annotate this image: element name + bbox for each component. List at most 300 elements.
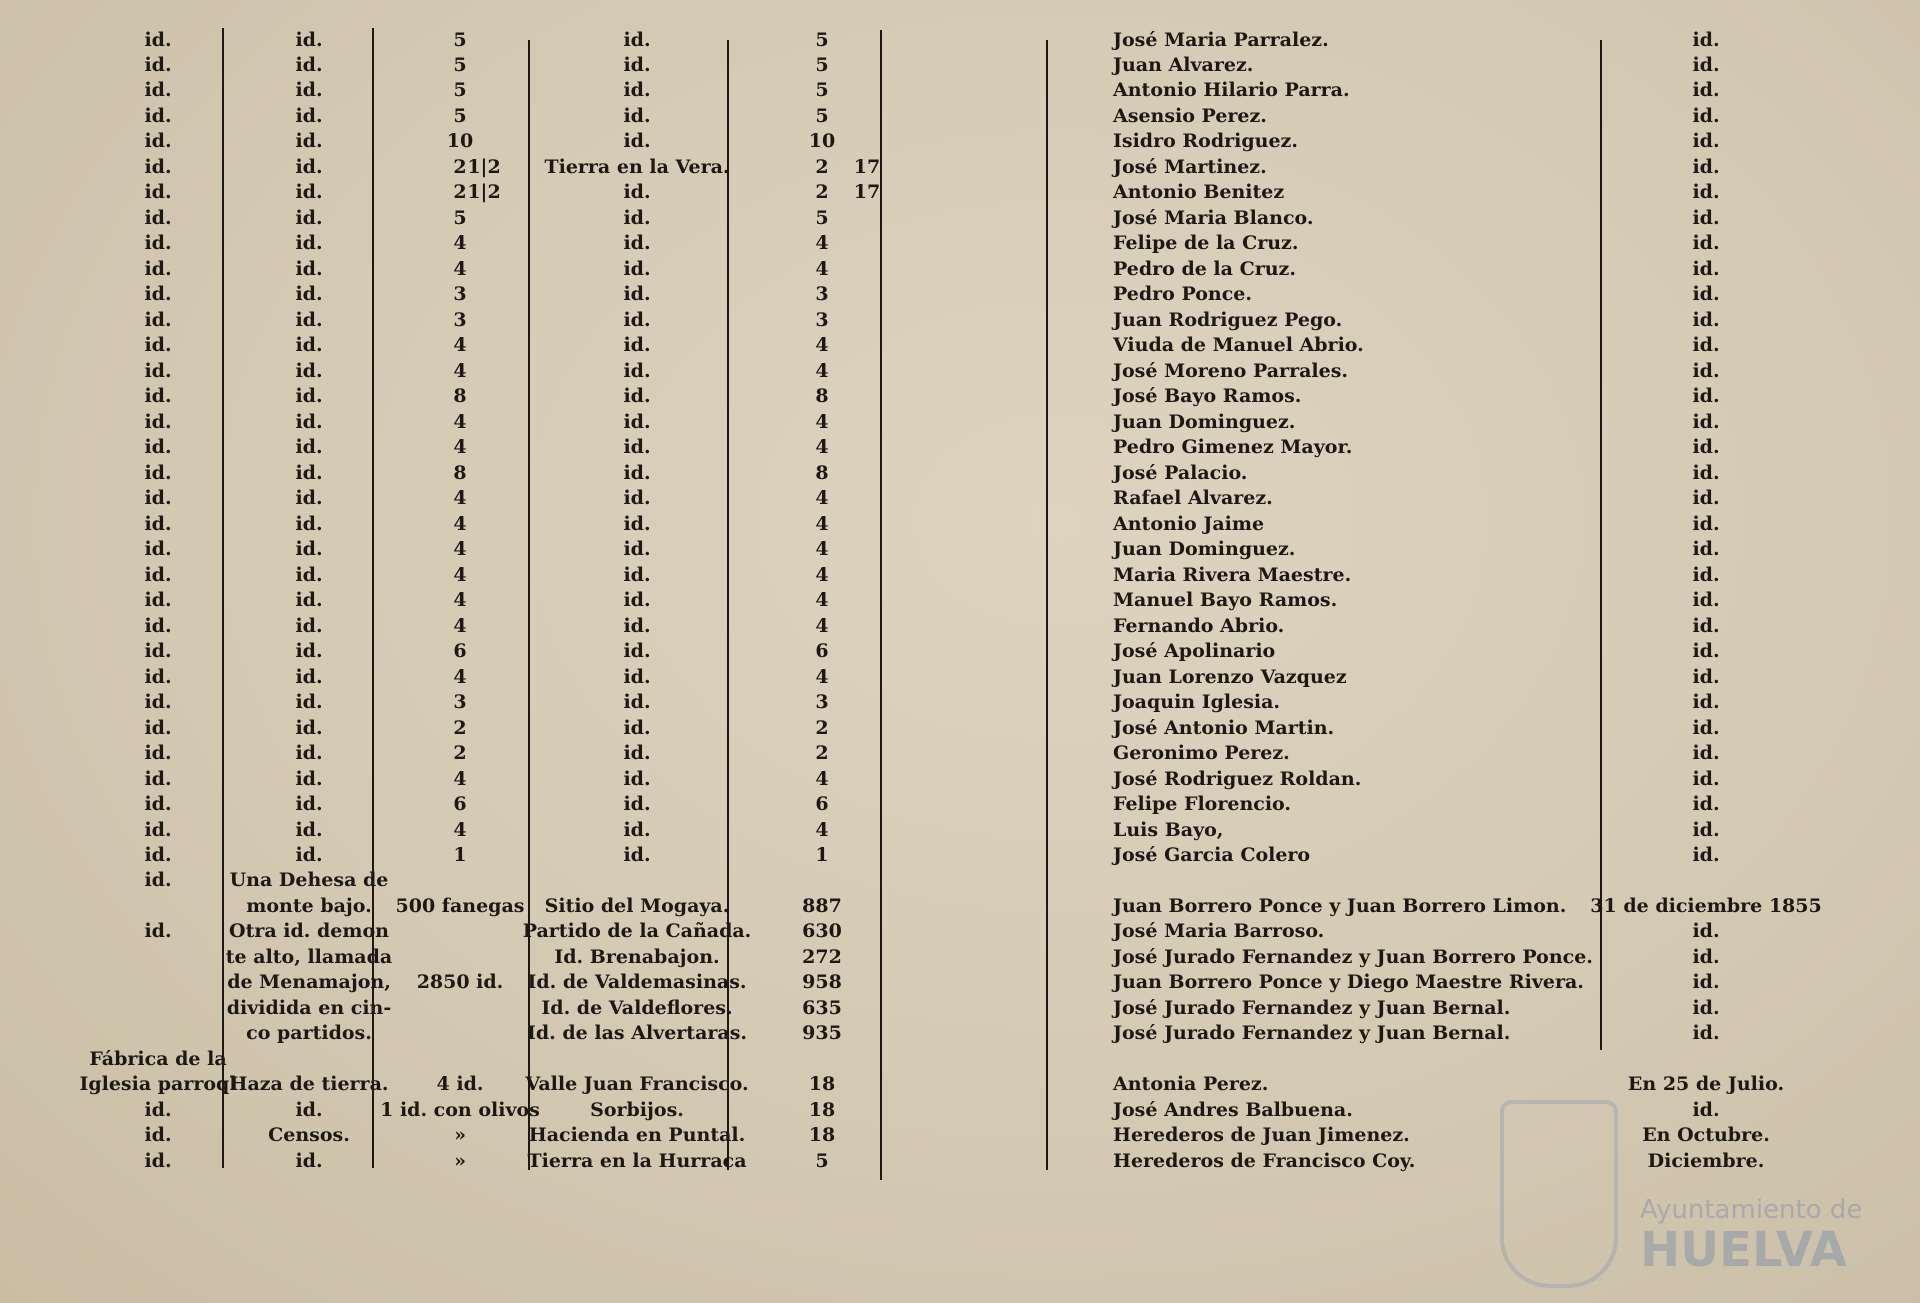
col-type: id. <box>295 360 323 382</box>
col-due: 31 de diciembre 1855 <box>1590 895 1822 917</box>
col-type: id. <box>295 130 323 152</box>
col-type: id. <box>295 79 323 101</box>
col-type: id. <box>295 207 323 229</box>
col-amount: 4 <box>815 360 829 382</box>
col-tenant: José Jurado Fernandez y Juan Borrero Ponce. <box>1113 946 1593 968</box>
col-amount: 18 <box>808 1124 836 1146</box>
col-tenant: José Bayo Ramos. <box>1113 385 1302 407</box>
col-tenant: José Maria Parralez. <box>1113 29 1329 51</box>
col-tenant: José Apolinario <box>1113 640 1276 662</box>
col-type: id. <box>295 436 323 458</box>
col-type: id. <box>295 232 323 254</box>
col-tenant: José Garcia Colero <box>1113 844 1311 866</box>
col-amount: 4 <box>815 564 829 586</box>
col-amount: 8 <box>815 462 829 484</box>
table-row <box>0 1149 1920 1174</box>
col-size: 4 <box>453 411 467 433</box>
col-parish: id. <box>144 156 172 178</box>
col-location: id. <box>623 79 651 101</box>
col-tenant: Juan Lorenzo Vazquez <box>1113 666 1347 688</box>
watermark-line2: HUELVA <box>1640 1222 1847 1278</box>
table-row <box>0 818 1920 843</box>
col-amount: 4 <box>815 819 829 841</box>
col-due: id. <box>1692 1022 1720 1044</box>
col-type: Otra id. demon <box>229 920 389 942</box>
col-due: id. <box>1692 691 1720 713</box>
col-tenant: Felipe de la Cruz. <box>1113 232 1299 254</box>
col-amount: 4 <box>815 513 829 535</box>
col-location: Tierra en la Vera. <box>544 156 730 178</box>
col-location: Tierra en la Hurraca <box>527 1150 747 1172</box>
col-location: id. <box>623 258 651 280</box>
col-tenant: Antonio Hilario Parra. <box>1113 79 1350 101</box>
col-tenant: Antonio Jaime <box>1113 513 1265 535</box>
col-parish: id. <box>144 462 172 484</box>
col-type: id. <box>295 29 323 51</box>
col-tenant: Juan Dominguez. <box>1113 538 1296 560</box>
table-row <box>0 206 1920 231</box>
col-due: id. <box>1692 105 1720 127</box>
table-row <box>0 155 1920 180</box>
col-location: id. <box>623 385 651 407</box>
col-tenant: José Palacio. <box>1113 462 1248 484</box>
col-parish: id. <box>144 691 172 713</box>
col-type: id. <box>295 666 323 688</box>
col-parish: id. <box>144 207 172 229</box>
col-location: id. <box>623 54 651 76</box>
col-due: id. <box>1692 360 1720 382</box>
col-location: id. <box>623 513 651 535</box>
col-size: 4 <box>453 768 467 790</box>
col-amount: 10 <box>808 130 836 152</box>
col-tenant: Pedro de la Cruz. <box>1113 258 1296 280</box>
col-size: 4 <box>453 258 467 280</box>
col-amount: 887 <box>802 895 842 917</box>
col-location: id. <box>623 564 651 586</box>
col-parish: id. <box>144 615 172 637</box>
col-type: co partidos. <box>246 1022 372 1044</box>
col-parish: id. <box>144 54 172 76</box>
col-location: Sitio del Mogaya. <box>544 895 730 917</box>
col-type: id. <box>295 717 323 739</box>
table-row <box>0 486 1920 511</box>
col-size: 4 <box>453 615 467 637</box>
col-due: id. <box>1692 462 1720 484</box>
col-type: id. <box>295 334 323 356</box>
table-row <box>0 537 1920 562</box>
col-tenant: Fernando Abrio. <box>1113 615 1285 637</box>
col-amount: 635 <box>802 997 842 1019</box>
col-tenant: Manuel Bayo Ramos. <box>1113 589 1338 611</box>
col-cents: 17 <box>853 181 881 203</box>
col-amount: 18 <box>808 1099 836 1121</box>
col-tenant: Antonia Perez. <box>1113 1073 1269 1095</box>
col-location: id. <box>623 207 651 229</box>
col-tenant: Maria Rivera Maestre. <box>1113 564 1352 586</box>
table-row <box>0 333 1920 358</box>
col-due: id. <box>1692 819 1720 841</box>
table-row <box>0 1047 1920 1072</box>
col-parish: id. <box>144 640 172 662</box>
col-tenant: Herederos de Francisco Coy. <box>1113 1150 1416 1172</box>
col-size: 4 <box>453 436 467 458</box>
col-due: id. <box>1692 283 1720 305</box>
col-type: te alto, llamada <box>225 946 393 968</box>
col-size: 3 <box>453 309 467 331</box>
col-amount: 3 <box>815 283 829 305</box>
col-location: id. <box>623 589 651 611</box>
col-size: 500 fanegas <box>395 895 525 917</box>
table-row <box>0 53 1920 78</box>
col-due: id. <box>1692 181 1720 203</box>
col-amount: 4 <box>815 615 829 637</box>
col-amount: 5 <box>815 207 829 229</box>
col-size: 5 <box>453 207 467 229</box>
col-tenant: Juan Borrero Ponce y Juan Borrero Limon. <box>1113 895 1567 917</box>
col-amount: 4 <box>815 666 829 688</box>
col-location: Partido de la Cañada. <box>522 920 752 942</box>
col-amount: 4 <box>815 768 829 790</box>
table-row <box>0 231 1920 256</box>
col-parish: id. <box>144 436 172 458</box>
coat-of-arms-watermark <box>1500 1100 1618 1288</box>
col-type: id. <box>295 156 323 178</box>
table-row <box>0 104 1920 129</box>
table-row <box>0 690 1920 715</box>
col-due: id. <box>1692 156 1720 178</box>
col-size: 4 <box>453 360 467 382</box>
col-parish: id. <box>144 411 172 433</box>
col-amount: 935 <box>802 1022 842 1044</box>
col-type: id. <box>295 258 323 280</box>
table-row <box>0 1098 1920 1123</box>
col-size: 6 <box>453 640 467 662</box>
table-row <box>0 639 1920 664</box>
watermark-line1: Ayuntamiento de <box>1640 1195 1863 1225</box>
col-location: Id. de Valdemasinas. <box>527 971 747 993</box>
col-type: id. <box>295 768 323 790</box>
col-type: id. <box>295 105 323 127</box>
col-amount: 5 <box>815 79 829 101</box>
col-amount: 6 <box>815 640 829 662</box>
col-fraction: 1|2 <box>467 156 501 178</box>
col-type: id. <box>295 691 323 713</box>
col-amount: 2 <box>815 717 829 739</box>
col-amount: 6 <box>815 793 829 815</box>
col-location: Id. de las Alvertaras. <box>526 1022 748 1044</box>
table-row <box>0 767 1920 792</box>
col-amount: 4 <box>815 589 829 611</box>
col-parish: id. <box>144 666 172 688</box>
col-parish: id. <box>144 360 172 382</box>
col-size: » <box>454 1150 466 1172</box>
col-tenant: Asensio Perez. <box>1113 105 1267 127</box>
col-type: id. <box>295 742 323 764</box>
col-type: id. <box>295 1099 323 1121</box>
col-due: id. <box>1692 1099 1720 1121</box>
table-row <box>0 665 1920 690</box>
col-type: id. <box>295 309 323 331</box>
col-tenant: Geronimo Perez. <box>1113 742 1290 764</box>
col-type: dividida en cin- <box>226 997 392 1019</box>
col-amount: 2 <box>815 156 829 178</box>
col-type: id. <box>295 1150 323 1172</box>
col-size: 8 <box>453 462 467 484</box>
col-type: id. <box>295 538 323 560</box>
col-tenant: Pedro Ponce. <box>1113 283 1252 305</box>
col-location: id. <box>623 105 651 127</box>
col-size: 4 <box>453 819 467 841</box>
col-size: 4 <box>453 564 467 586</box>
col-type: id. <box>295 819 323 841</box>
table-row <box>0 588 1920 613</box>
table-row <box>0 996 1920 1021</box>
col-due: En Octubre. <box>1642 1124 1770 1146</box>
col-parish: Iglesia parroql <box>79 1073 237 1095</box>
col-due: id. <box>1692 844 1720 866</box>
col-size: 3 <box>453 691 467 713</box>
col-location: id. <box>623 768 651 790</box>
col-due: id. <box>1692 538 1720 560</box>
col-due: id. <box>1692 411 1720 433</box>
col-size: » <box>454 1124 466 1146</box>
col-size: 2 <box>453 156 467 178</box>
table-row <box>0 894 1920 919</box>
col-due: id. <box>1692 946 1720 968</box>
col-parish: id. <box>144 181 172 203</box>
col-location: id. <box>623 462 651 484</box>
col-amount: 4 <box>815 436 829 458</box>
col-tenant: Viuda de Manuel Abrio. <box>1113 334 1364 356</box>
col-location: id. <box>623 309 651 331</box>
col-parish: id. <box>144 130 172 152</box>
col-type: id. <box>295 564 323 586</box>
col-tenant: Antonio Benitez <box>1113 181 1285 203</box>
col-parish: id. <box>144 589 172 611</box>
col-parish: id. <box>144 1150 172 1172</box>
col-size: 4 <box>453 589 467 611</box>
col-tenant: Juan Rodriguez Pego. <box>1113 309 1343 331</box>
col-type: id. <box>295 462 323 484</box>
col-location: id. <box>623 742 651 764</box>
col-size: 8 <box>453 385 467 407</box>
col-due: En 25 de Julio. <box>1627 1073 1785 1095</box>
col-amount: 8 <box>815 385 829 407</box>
col-location: id. <box>623 691 651 713</box>
col-location: Valle Juan Francisco. <box>525 1073 749 1095</box>
table-row <box>0 282 1920 307</box>
col-parish: id. <box>144 844 172 866</box>
col-amount: 2 <box>815 742 829 764</box>
col-location: id. <box>623 487 651 509</box>
table-row <box>0 180 1920 205</box>
table-row <box>0 843 1920 868</box>
col-due: id. <box>1692 717 1720 739</box>
col-parish: id. <box>144 920 172 942</box>
col-amount: 5 <box>815 1150 829 1172</box>
col-tenant: Felipe Florencio. <box>1113 793 1291 815</box>
col-tenant: José Moreno Parrales. <box>1113 360 1349 382</box>
col-location: Hacienda en Puntal. <box>528 1124 746 1146</box>
col-type: id. <box>295 411 323 433</box>
col-due: id. <box>1692 334 1720 356</box>
col-location: id. <box>623 411 651 433</box>
col-parish: id. <box>144 538 172 560</box>
col-type: Una Dehesa de <box>229 869 389 891</box>
col-amount: 4 <box>815 411 829 433</box>
col-due: id. <box>1692 487 1720 509</box>
col-due: id. <box>1692 768 1720 790</box>
col-parish: id. <box>144 768 172 790</box>
col-type: Haza de tierra. <box>229 1073 389 1095</box>
table-row <box>0 129 1920 154</box>
col-due: id. <box>1692 666 1720 688</box>
col-tenant: Isidro Rodriguez. <box>1113 130 1298 152</box>
col-amount: 3 <box>815 309 829 331</box>
col-size: 6 <box>453 793 467 815</box>
col-parish: id. <box>144 258 172 280</box>
col-location: id. <box>623 360 651 382</box>
col-fraction: 1|2 <box>467 181 501 203</box>
col-due: id. <box>1692 207 1720 229</box>
col-size: 4 id. <box>436 1073 484 1095</box>
table-row <box>0 512 1920 537</box>
col-due: id. <box>1692 513 1720 535</box>
col-due: id. <box>1692 309 1720 331</box>
col-due: id. <box>1692 793 1720 815</box>
col-tenant: Luis Bayo, <box>1113 819 1224 841</box>
col-due: id. <box>1692 130 1720 152</box>
col-due: id. <box>1692 742 1720 764</box>
col-amount: 3 <box>815 691 829 713</box>
col-due: Diciembre. <box>1647 1150 1765 1172</box>
table-row <box>0 257 1920 282</box>
col-size: 1 id. con olivos <box>380 1099 540 1121</box>
col-due: id. <box>1692 232 1720 254</box>
col-due: id. <box>1692 971 1720 993</box>
col-tenant: José Martinez. <box>1113 156 1267 178</box>
col-type: id. <box>295 54 323 76</box>
col-parish: id. <box>144 29 172 51</box>
col-size: 2 <box>453 717 467 739</box>
col-tenant: José Jurado Fernandez y Juan Bernal. <box>1113 1022 1511 1044</box>
col-location: id. <box>623 232 651 254</box>
col-location: id. <box>623 436 651 458</box>
col-amount: 4 <box>815 258 829 280</box>
col-tenant: José Maria Barroso. <box>1113 920 1325 942</box>
col-due: id. <box>1692 436 1720 458</box>
col-location: id. <box>623 666 651 688</box>
col-amount: 272 <box>802 946 842 968</box>
col-type: de Menamajon, <box>227 971 391 993</box>
col-location: id. <box>623 793 651 815</box>
col-tenant: José Jurado Fernandez y Juan Bernal. <box>1113 997 1511 1019</box>
col-size: 2850 id. <box>416 971 504 993</box>
col-amount: 18 <box>808 1073 836 1095</box>
table-row <box>0 410 1920 435</box>
col-size: 4 <box>453 513 467 535</box>
col-parish: id. <box>144 564 172 586</box>
col-due: id. <box>1692 258 1720 280</box>
col-location: id. <box>623 819 651 841</box>
col-due: id. <box>1692 640 1720 662</box>
col-due: id. <box>1692 615 1720 637</box>
col-amount: 1 <box>815 844 829 866</box>
col-type: id. <box>295 385 323 407</box>
col-parish: id. <box>144 79 172 101</box>
col-amount: 4 <box>815 487 829 509</box>
col-type: id. <box>295 181 323 203</box>
col-size: 4 <box>453 538 467 560</box>
table-row <box>0 919 1920 944</box>
col-location: Sorbijos. <box>590 1099 684 1121</box>
col-location: id. <box>623 615 651 637</box>
col-tenant: Juan Borrero Ponce y Diego Maestre Rivera. <box>1113 971 1584 993</box>
table-row <box>0 563 1920 588</box>
col-amount: 958 <box>802 971 842 993</box>
col-amount: 630 <box>802 920 842 942</box>
table-row <box>0 28 1920 53</box>
col-amount: 4 <box>815 232 829 254</box>
table-row <box>0 461 1920 486</box>
table-row <box>0 384 1920 409</box>
col-parish: id. <box>144 513 172 535</box>
col-location: Id. de Valdeflores. <box>541 997 733 1019</box>
col-due: id. <box>1692 54 1720 76</box>
table-row <box>0 614 1920 639</box>
table-row <box>0 1021 1920 1046</box>
col-due: id. <box>1692 79 1720 101</box>
col-location: id. <box>623 283 651 305</box>
col-parish: id. <box>144 717 172 739</box>
col-type: monte bajo. <box>246 895 372 917</box>
col-size: 4 <box>453 232 467 254</box>
col-size: 2 <box>453 181 467 203</box>
col-amount: 5 <box>815 29 829 51</box>
col-location: id. <box>623 717 651 739</box>
col-size: 5 <box>453 54 467 76</box>
col-parish: id. <box>144 742 172 764</box>
col-type: id. <box>295 640 323 662</box>
col-tenant: Juan Dominguez. <box>1113 411 1296 433</box>
table-row <box>0 945 1920 970</box>
col-tenant: José Antonio Martin. <box>1113 717 1335 739</box>
col-type: Censos. <box>268 1124 350 1146</box>
col-parish: id. <box>144 1124 172 1146</box>
col-type: id. <box>295 283 323 305</box>
col-size: 4 <box>453 666 467 688</box>
col-type: id. <box>295 487 323 509</box>
col-due: id. <box>1692 920 1720 942</box>
col-size: 4 <box>453 334 467 356</box>
col-size: 5 <box>453 29 467 51</box>
col-tenant: Juan Alvarez. <box>1113 54 1254 76</box>
col-tenant: José Maria Blanco. <box>1113 207 1314 229</box>
col-due: id. <box>1692 29 1720 51</box>
col-tenant: José Andres Balbuena. <box>1113 1099 1353 1121</box>
col-due: id. <box>1692 564 1720 586</box>
col-due: id. <box>1692 385 1720 407</box>
col-amount: 2 <box>815 181 829 203</box>
col-location: id. <box>623 334 651 356</box>
table-row <box>0 435 1920 460</box>
table-row <box>0 308 1920 333</box>
table-row <box>0 741 1920 766</box>
col-type: id. <box>295 615 323 637</box>
col-location: id. <box>623 29 651 51</box>
col-tenant: Joaquin Iglesia. <box>1113 691 1281 713</box>
table-row <box>0 1072 1920 1097</box>
